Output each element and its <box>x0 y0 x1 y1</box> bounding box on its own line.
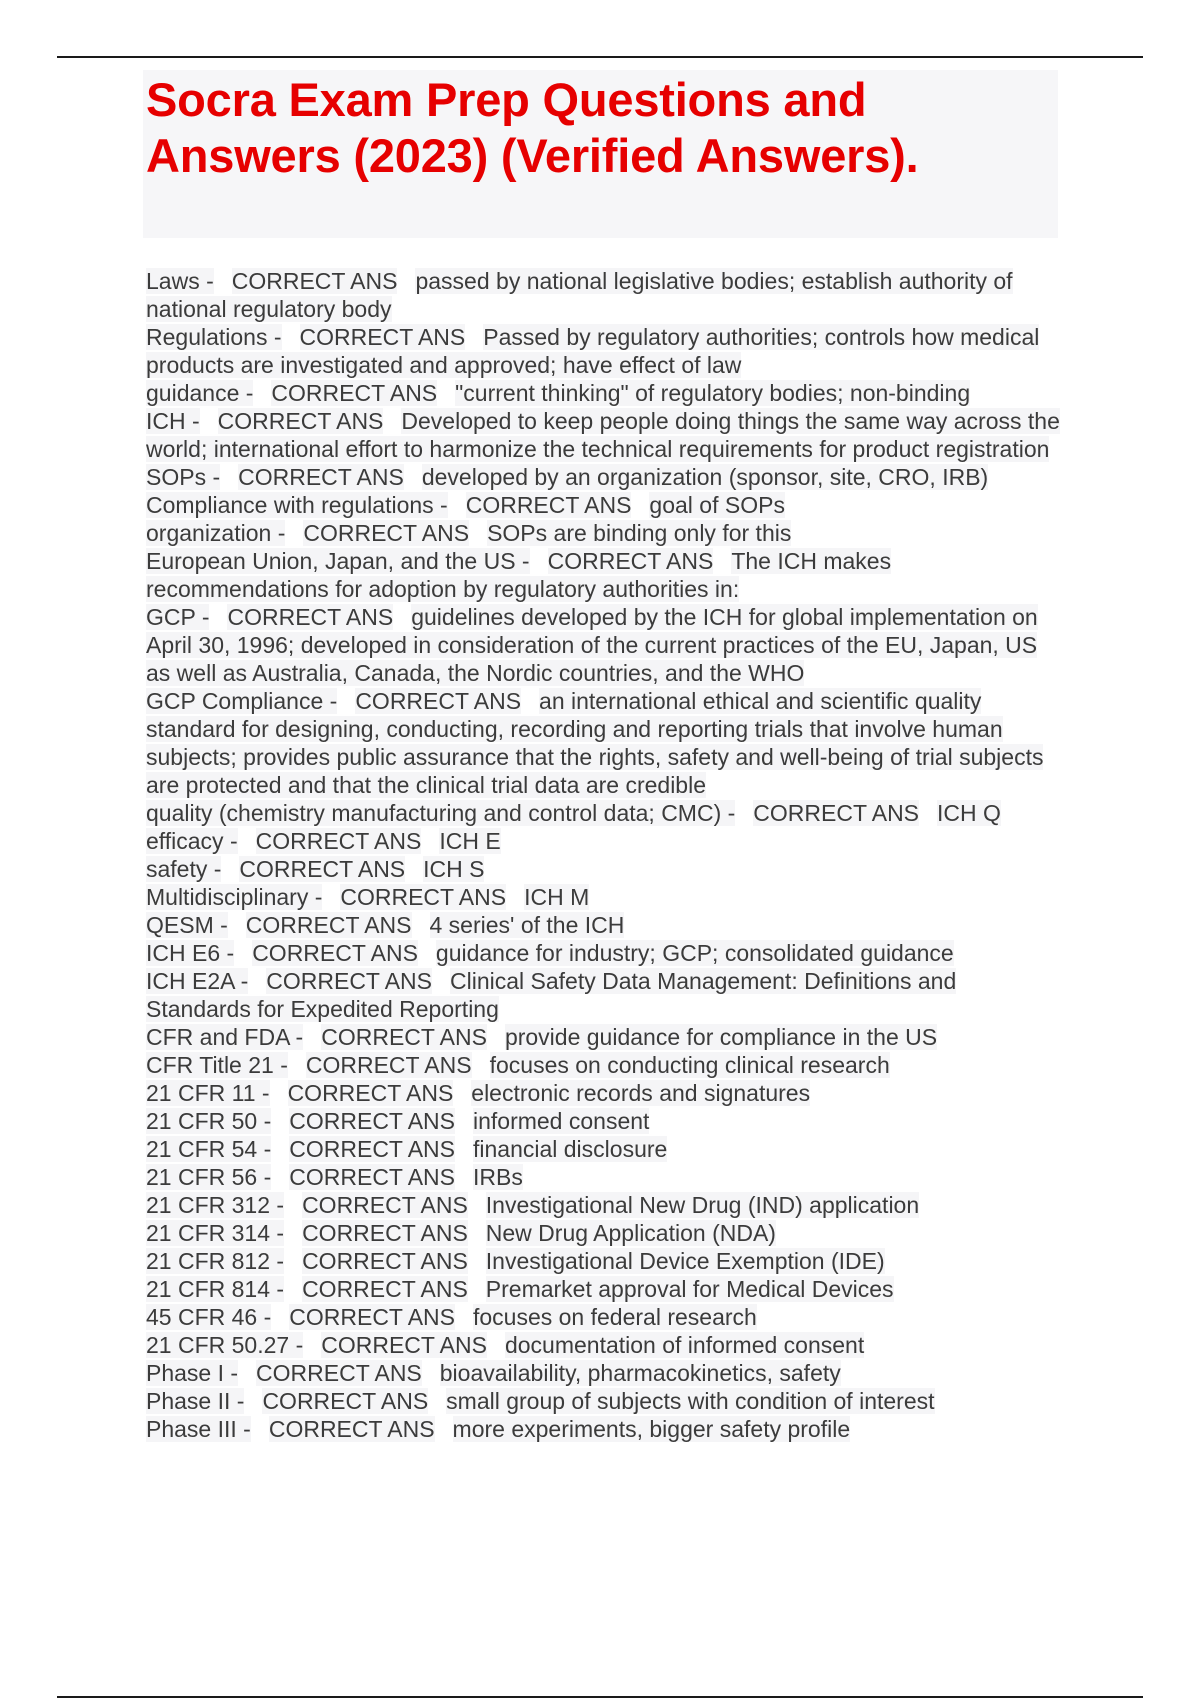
qa-term: Laws - <box>146 268 214 294</box>
qa-answer: Developed to keep people doing things the same way across the world; international effort to harmonize the technical requirements for product registration <box>146 408 1060 462</box>
qa-list <box>146 267 1066 1443</box>
qa-answer: New Drug Application (NDA) <box>485 1220 776 1246</box>
qa-marker: CORRECT ANS <box>305 1052 472 1078</box>
qa-marker: CORRECT ANS <box>302 1248 468 1274</box>
qa-marker: CORRECT ANS <box>753 800 920 826</box>
qa-term: safety - <box>146 856 222 882</box>
qa-answer: Investigational New Drug (IND) application <box>485 1192 920 1218</box>
qa-answer: bioavailability, pharmacokinetics, safety <box>439 1360 841 1386</box>
qa-answer: ICH Q <box>937 800 1001 826</box>
qa-entry <box>146 1023 1066 1051</box>
qa-answer: ICH M <box>524 884 590 910</box>
qa-marker: CORRECT ANS <box>303 520 470 546</box>
qa-term: guidance - <box>146 380 254 406</box>
qa-marker: CORRECT ANS <box>289 1304 455 1330</box>
qa-marker: CORRECT ANS <box>268 1416 435 1442</box>
qa-marker: CORRECT ANS <box>289 1164 455 1190</box>
qa-answer: passed by national legislative bodies; establish authority of national regulatory body <box>146 268 1013 322</box>
qa-marker: CORRECT ANS <box>266 968 432 994</box>
qa-answer: an international ethical and scientific quality standard for designing, conducting, recording and reporting trials that involve human subjects; provides public assurance that the rights, safety and well-being of trial subjects are protected and that the clinical trial data are credible <box>146 688 1044 798</box>
qa-entry <box>146 1303 1066 1331</box>
qa-marker: CORRECT ANS <box>256 1360 422 1386</box>
qa-term: GCP Compliance - <box>146 688 338 714</box>
qa-answer: Investigational Device Exemption (IDE) <box>485 1248 885 1274</box>
top-rule <box>57 56 1143 58</box>
qa-marker: CORRECT ANS <box>227 604 394 630</box>
qa-marker: CORRECT ANS <box>287 1080 454 1106</box>
qa-marker: CORRECT ANS <box>238 464 404 490</box>
qa-entry <box>146 1191 1066 1219</box>
qa-entry <box>146 799 1066 827</box>
qa-marker: CORRECT ANS <box>302 1276 468 1302</box>
qa-entry <box>146 687 1066 799</box>
qa-answer: documentation of informed consent <box>504 1332 865 1358</box>
qa-entry <box>146 519 1066 547</box>
qa-term: Phase III - <box>146 1416 251 1442</box>
qa-term: Phase I - <box>146 1360 239 1386</box>
qa-term: Multidisciplinary - <box>146 884 323 910</box>
qa-term: CFR and FDA - <box>146 1024 304 1050</box>
qa-term: 45 CFR 46 - <box>146 1304 272 1330</box>
qa-answer: 4 series' of the ICH <box>429 912 625 938</box>
qa-answer: The ICH makes recommendations for adoption by regulatory authorities in: <box>146 548 892 602</box>
qa-term: Phase II - <box>146 1388 245 1414</box>
qa-entry <box>146 827 1066 855</box>
qa-answer: more experiments, bigger safety profile <box>452 1416 851 1442</box>
qa-entry <box>146 491 1066 519</box>
qa-entry <box>146 1079 1066 1107</box>
qa-marker: CORRECT ANS <box>547 548 714 574</box>
qa-marker: CORRECT ANS <box>255 828 422 854</box>
bottom-rule <box>57 1696 1143 1698</box>
qa-answer: Passed by regulatory authorities; controls how medical products are investigated and approved; have effect of law <box>146 324 1040 378</box>
qa-entry <box>146 379 1066 407</box>
qa-marker: CORRECT ANS <box>289 1136 455 1162</box>
qa-entry <box>146 547 1066 603</box>
qa-entry <box>146 463 1066 491</box>
qa-answer: provide guidance for compliance in the US <box>504 1024 938 1050</box>
qa-term: GCP - <box>146 604 210 630</box>
qa-answer: focuses on conducting clinical research <box>489 1052 890 1078</box>
qa-answer: Premarket approval for Medical Devices <box>485 1276 894 1302</box>
qa-marker: CORRECT ANS <box>245 912 412 938</box>
qa-marker: CORRECT ANS <box>465 492 632 518</box>
qa-entry <box>146 1331 1066 1359</box>
qa-answer: informed consent <box>472 1108 650 1134</box>
qa-answer: small group of subjects with condition of interest <box>446 1388 935 1414</box>
qa-entry <box>146 855 1066 883</box>
qa-entry <box>146 1275 1066 1303</box>
qa-answer: financial disclosure <box>472 1136 668 1162</box>
qa-answer: ICH S <box>423 856 485 882</box>
qa-term: 21 CFR 50 - <box>146 1108 272 1134</box>
qa-entry <box>146 1415 1066 1443</box>
qa-term: European Union, Japan, and the US - <box>146 548 530 574</box>
qa-term: ICH - <box>146 408 200 434</box>
qa-term: 21 CFR 50.27 - <box>146 1332 304 1358</box>
qa-marker: CORRECT ANS <box>262 1388 429 1414</box>
qa-term: 21 CFR 314 - <box>146 1220 285 1246</box>
qa-term: efficacy - <box>146 828 238 854</box>
qa-marker: CORRECT ANS <box>217 408 384 434</box>
qa-marker: CORRECT ANS <box>302 1220 468 1246</box>
qa-answer: focuses on federal research <box>472 1304 757 1330</box>
qa-term: 21 CFR 812 - <box>146 1248 285 1274</box>
qa-term: SOPs - <box>146 464 221 490</box>
qa-term: 21 CFR 312 - <box>146 1192 285 1218</box>
qa-entry <box>146 603 1066 687</box>
qa-term: Compliance with regulations - <box>146 492 448 518</box>
qa-marker: CORRECT ANS <box>271 380 438 406</box>
qa-answer: guidance for industry; GCP; consolidated guidance <box>435 940 954 966</box>
qa-answer: ICH E <box>439 828 501 854</box>
qa-marker: CORRECT ANS <box>321 1332 487 1358</box>
qa-entry <box>146 967 1066 1023</box>
qa-marker: CORRECT ANS <box>321 1024 487 1050</box>
document-title: Socra Exam Prep Questions and Answers (2023) (Verified Answers). <box>146 73 919 182</box>
qa-term: 21 CFR 56 - <box>146 1164 272 1190</box>
qa-entry <box>146 939 1066 967</box>
qa-term: quality (chemistry manufacturing and control data; CMC) - <box>146 800 736 826</box>
qa-answer: IRBs <box>472 1164 523 1190</box>
qa-term: 21 CFR 11 - <box>146 1080 270 1106</box>
qa-answer: SOPs are binding only for this <box>487 520 792 546</box>
qa-marker: CORRECT ANS <box>289 1108 455 1134</box>
qa-marker: CORRECT ANS <box>302 1192 468 1218</box>
qa-term: ICH E6 - <box>146 940 235 966</box>
qa-entry <box>146 1163 1066 1191</box>
qa-entry <box>146 323 1066 379</box>
qa-answer: electronic records and signatures <box>471 1080 811 1106</box>
qa-entry <box>146 1247 1066 1275</box>
qa-term: 21 CFR 54 - <box>146 1136 272 1162</box>
qa-answer: "current thinking" of regulatory bodies; non-binding <box>455 380 971 406</box>
qa-answer: guidelines developed by the ICH for global implementation on April 30, 1996; developed in consideration of the current practices of the EU, Japan, US as well as Australia, Canada, the Nordic countries, and the WHO <box>146 604 1038 686</box>
qa-term: organization - <box>146 520 286 546</box>
qa-marker: CORRECT ANS <box>355 688 522 714</box>
qa-entry <box>146 1387 1066 1415</box>
qa-entry <box>146 407 1066 463</box>
qa-entry <box>146 1107 1066 1135</box>
qa-marker: CORRECT ANS <box>252 940 418 966</box>
qa-entry <box>146 1135 1066 1163</box>
qa-entry <box>146 911 1066 939</box>
qa-answer: goal of SOPs <box>649 492 785 518</box>
qa-marker: CORRECT ANS <box>340 884 507 910</box>
qa-entry <box>146 883 1066 911</box>
qa-entry <box>146 1051 1066 1079</box>
qa-term: 21 CFR 814 - <box>146 1276 285 1302</box>
qa-answer: Clinical Safety Data Management: Definitions and Standards for Expedited Reporting <box>146 968 957 1022</box>
qa-term: ICH E2A - <box>146 968 249 994</box>
qa-entry <box>146 1219 1066 1247</box>
title-block <box>143 70 1058 238</box>
qa-marker: CORRECT ANS <box>239 856 406 882</box>
qa-marker: CORRECT ANS <box>299 324 466 350</box>
qa-term: QESM - <box>146 912 228 938</box>
qa-entry <box>146 267 1066 323</box>
qa-answer: developed by an organization (sponsor, site, CRO, IRB) <box>421 464 989 490</box>
qa-marker: CORRECT ANS <box>231 268 398 294</box>
qa-term: CFR Title 21 - <box>146 1052 288 1078</box>
qa-entry <box>146 1359 1066 1387</box>
qa-term: Regulations - <box>146 324 282 350</box>
